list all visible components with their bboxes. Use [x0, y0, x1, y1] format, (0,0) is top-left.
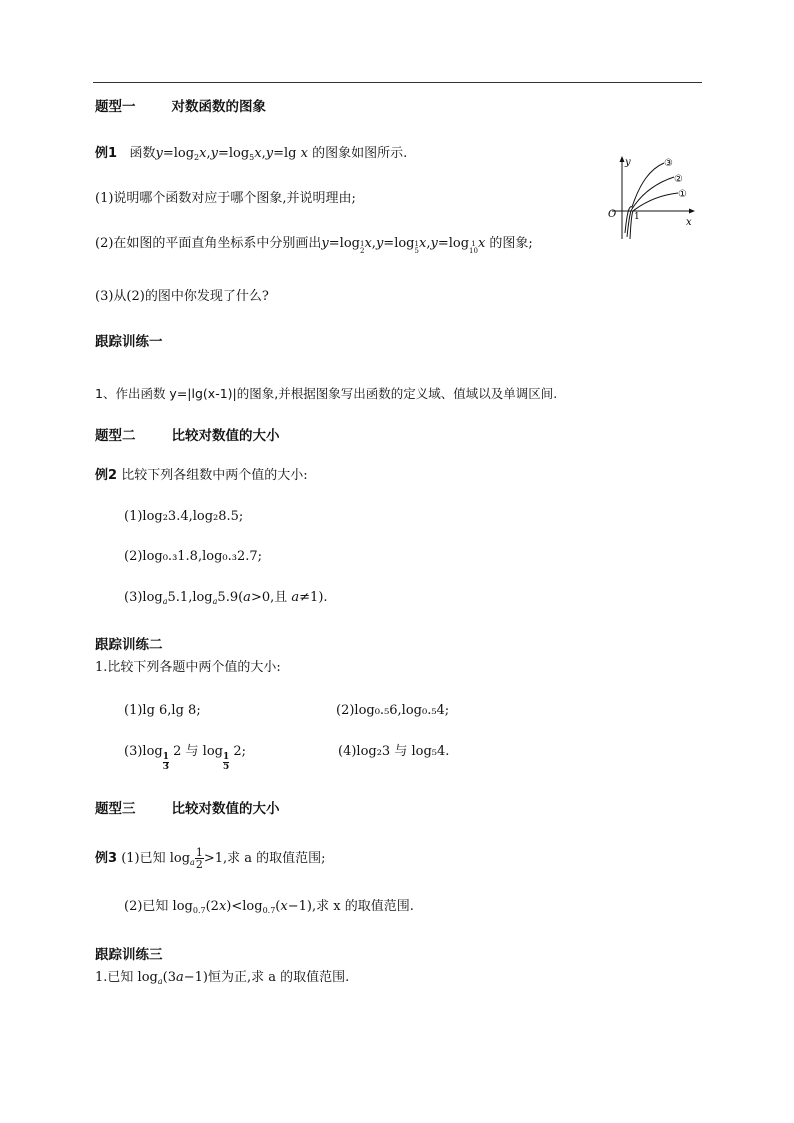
example-1-q2-suffix: 的图象; — [489, 236, 533, 251]
example-2-stem — [95, 468, 308, 484]
example-1-q2-prefix: (2)在如图的平面直角坐标系中分别画出 — [95, 236, 322, 251]
y-axis-label: y — [625, 157, 631, 168]
example-3-q1-suffix: >1,求 a 的取值范围; — [203, 851, 326, 866]
practice-2-d: (4)log₂3 与 log₅4. — [338, 744, 450, 759]
example-1-label: 例1 — [95, 146, 118, 161]
log-function-graph — [600, 153, 700, 245]
practice-2-c: (3)log $\frac{1}{3}$ 2 与 log $\frac{1}{5}$ 2; — [124, 744, 247, 772]
curve-2 — [627, 177, 674, 237]
practice-1-title: 跟踪训练一 — [95, 334, 163, 350]
practice-1-item: 1、作出函数 y=|lg(x-1)|的图象,并根据图象写出函数的定义域、值域以及单调区间. — [95, 386, 558, 401]
practice-2-b: (2)log₀.₅6,log₀.₅4; — [336, 703, 450, 718]
example-3-q1-prefix: (1)已知 log — [121, 851, 191, 866]
practice-3-item-suffix: 恒为正,求 a 的取值范围. — [207, 970, 350, 985]
practice-2-stem: 1.比较下列各题中两个值的大小: — [95, 660, 281, 675]
curve-2-label: ② — [674, 174, 683, 185]
section-1-title: 对数函数的图象 — [171, 99, 266, 115]
example-2-q2: (2)log₀.₃1.8,log₀.₃2.7; — [124, 549, 262, 564]
header-rule — [93, 82, 702, 83]
example-1-q3: (3)从(2)的图中你发现了什么? — [95, 289, 269, 304]
practice-3-item-prefix: 1.已知 log — [95, 970, 158, 985]
x-axis-label: x — [686, 217, 692, 228]
origin-label: O — [608, 209, 617, 220]
x-axis-arrow — [689, 209, 695, 214]
curve-1-label: ① — [678, 189, 687, 200]
section-3-title: 比较对数值的大小 — [171, 801, 280, 817]
section-2-title: 比较对数值的大小 — [171, 428, 280, 444]
example-3-q1: 例3 (1)已知 $\log_a$ $\frac{1}{2}$ >1,求 a 的取值范围; — [95, 846, 326, 871]
practice-3-item: 1.已知 $\log_a(3a-1)$恒为正,求 a 的取值范围. — [95, 970, 350, 986]
example-2-q1: (1)log₂3.4,log₂8.5; — [124, 509, 244, 524]
section-2-label: 题型二 — [95, 428, 136, 444]
example-3-label: 例3 — [95, 851, 118, 866]
x-one-label: 1 — [634, 212, 640, 222]
section-3-label: 题型三 — [95, 801, 136, 817]
example-1-stem: 例1 函数$y=\log_2x,y=\log_5x,y=\lg$ x 的图象如图所示. — [95, 146, 408, 162]
example-1-stem-suffix: 的图象如图所示. — [312, 146, 408, 161]
example-1-q2: (2)在如图的平面直角坐标系中分别画出y=log 1 2 x,y=log 1 5 x,y=log 1 10 x 的图象; — [95, 236, 533, 255]
practice-2-c-mid: 2 与 log — [173, 744, 223, 759]
y-axis-arrow — [620, 156, 625, 162]
section-1-heading — [95, 99, 266, 115]
practice-2-c-suffix: 2; — [233, 744, 247, 759]
practice-2-title: 跟踪训练二 — [95, 637, 163, 653]
example-2-label: 例2 — [95, 468, 118, 483]
example-1-stem-prefix: 函数 — [129, 146, 156, 161]
practice-2-a: (1)lg 6,lg 8; — [124, 703, 201, 718]
example-3-q2-prefix: (2)已知 log — [124, 899, 193, 914]
practice-2-c-prefix: (3)log — [124, 744, 163, 759]
example-2-q3: $(3)\log_a5.1,\log_a5.9(a>0$,且 a≠1). — [124, 590, 328, 606]
example-2-q3-prefix: (3) — [124, 590, 143, 605]
example-3-q2: (2)已知 $\log_{0.7}(2x)<\log_{0.7}(x-1)$,求 x 的取值范围. — [124, 899, 414, 915]
example-2-q3-suffix: ). — [318, 590, 328, 605]
example-3-q2-suffix: ,求 x 的取值范围. — [311, 899, 414, 914]
example-1-q1: (1)说明哪个函数对应于哪个图象,并说明理由; — [95, 191, 356, 206]
curve-3-label: ③ — [664, 158, 673, 169]
section-1-label: 题型一 — [95, 99, 136, 115]
practice-3-title: 跟踪训练三 — [95, 947, 163, 963]
section-2-heading — [95, 428, 280, 444]
example-2-stem-text: 比较下列各组数中两个值的大小: — [121, 468, 308, 483]
section-3-heading — [95, 801, 280, 817]
